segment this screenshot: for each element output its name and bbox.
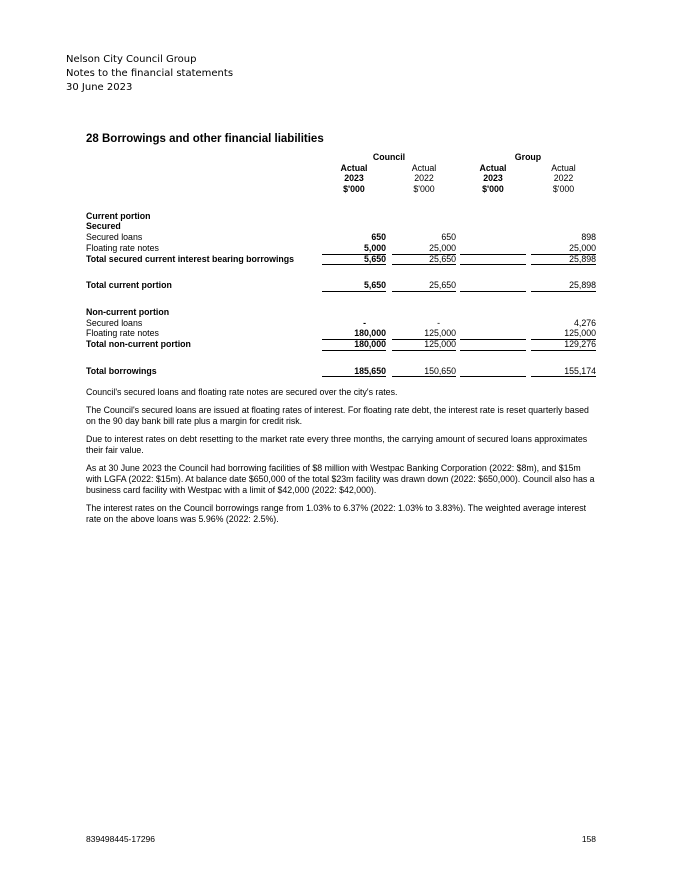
table-row-total [86,254,601,265]
header-doc-title: Notes to the financial statements [66,68,234,79]
row-label: Secured loans [86,317,143,328]
col-header-unit: $'000 [482,184,504,195]
row-label: Secured loans [86,232,143,243]
note-paragraph: The Council's secured loans are issued at floating rates of interest. For floating rate debt, the interest rate is reset quarterly based on the 90 day bank bill rate plus a margin for credit risk. [86,405,589,426]
column-header-row-3 [86,184,601,195]
table-row [86,232,601,243]
value-cell: 4,276 [573,317,596,328]
col-header-unit: $'000 [343,184,365,195]
header-org-name: Nelson City Council Group [66,54,197,65]
value-cell [460,280,526,292]
value-cell: 125,000 [531,328,596,340]
value-cell: 5,650 [322,280,386,292]
note-paragraph: Council's secured loans and floating rate notes are secured over the city's rates. [86,387,398,397]
col-header-year: 2022 [414,173,434,184]
value-cell: 5,650 [322,254,386,266]
note-paragraph: The interest rates on the Council borrowings range from 1.03% to 6.37% (2022: 1.03% to 3.83%). The weighted average interest rate on the above loans was 5.96% (2022: 2.5%). [86,503,587,524]
col-header-unit: $'000 [413,184,435,195]
value-cell [460,339,526,351]
row-label: Floating rate notes [86,328,159,339]
value-cell: - [437,317,440,328]
current-portion-heading-row [86,211,601,222]
current-portion-heading: Current portion [86,210,151,221]
section-title: 28 Borrowings and other financial liabilities [86,133,324,145]
value-cell: 650 [441,232,456,243]
group-header-row [86,152,601,163]
value-cell [460,366,526,378]
notes-section [86,387,596,532]
value-cell: 5,000 [322,243,386,255]
col-header-unit: $'000 [552,184,575,195]
borrowings-table [86,152,601,376]
col-header-year: 2022 [553,173,574,184]
column-header-row-1 [86,163,601,174]
table-row-grand-total [86,366,601,377]
value-cell [460,232,526,243]
value-cell: 180,000 [322,328,386,340]
non-current-portion-heading-row [86,307,601,318]
row-label: Total current portion [86,280,172,291]
group-group: Group [514,152,542,162]
col-header-actual: Actual [479,162,507,173]
table-row [86,243,601,254]
value-cell: 185,650 [322,366,386,378]
col-header-actual: Actual [411,162,437,173]
value-cell: 129,276 [531,339,596,351]
value-cell: 180,000 [322,339,386,351]
note-paragraph: Due to interest rates on debt resetting to the market rate every three months, the carrying amount of secured loans approximates their fair value. [86,434,588,455]
table-row [86,328,601,339]
value-cell: 650 [371,232,386,243]
value-cell: 898 [581,232,596,243]
col-header-actual: Actual [340,162,368,173]
value-cell: 25,898 [531,254,596,266]
footer-doc-id: 839498445-17296 [86,834,156,844]
col-header-actual: Actual [551,162,576,173]
value-cell: 125,000 [392,328,456,340]
row-label: Floating rate notes [86,242,159,253]
column-header-row-2 [86,173,601,184]
row-label: Total secured current interest bearing borrowings [86,253,295,264]
row-label: Total borrowings [86,365,157,376]
value-cell: 155,174 [531,366,596,378]
table-row-total [86,339,601,350]
table-row [86,318,601,329]
value-cell: 125,000 [392,339,456,351]
footer-page-number: 158 [581,834,596,844]
value-cell: 150,650 [392,366,456,378]
table-row-total [86,280,601,291]
value-cell: 25,000 [531,243,596,255]
value-cell [460,254,526,266]
value-cell [460,318,526,329]
note-paragraph: As at 30 June 2023 the Council had borrowing facilities of $8 million with Westpac Banking Corporation (2022: $8m), and $15m with LGFA (2022: $15m). At balance date $650,000 of the total $23m facility was drawn down (2022: $650,000). Council also has a business card facility with Westpac with a limit of $42,000 (2022: $42,000). [86,463,595,495]
value-cell: 25,650 [392,280,456,292]
group-council: Council [372,152,406,162]
value-cell: 25,000 [392,243,456,255]
col-header-year: 2023 [483,173,503,184]
document-header [66,53,233,95]
row-label: Total non-current portion [86,338,191,349]
value-cell: - [363,317,366,328]
header-date: 30 June 2023 [66,82,133,93]
secured-subheading: Secured [86,221,121,232]
value-cell: 25,650 [392,254,456,266]
col-header-year: 2023 [344,173,364,184]
value-cell: 25,898 [531,280,596,292]
non-current-portion-heading: Non-current portion [86,306,170,317]
secured-subheading-row [86,221,601,232]
